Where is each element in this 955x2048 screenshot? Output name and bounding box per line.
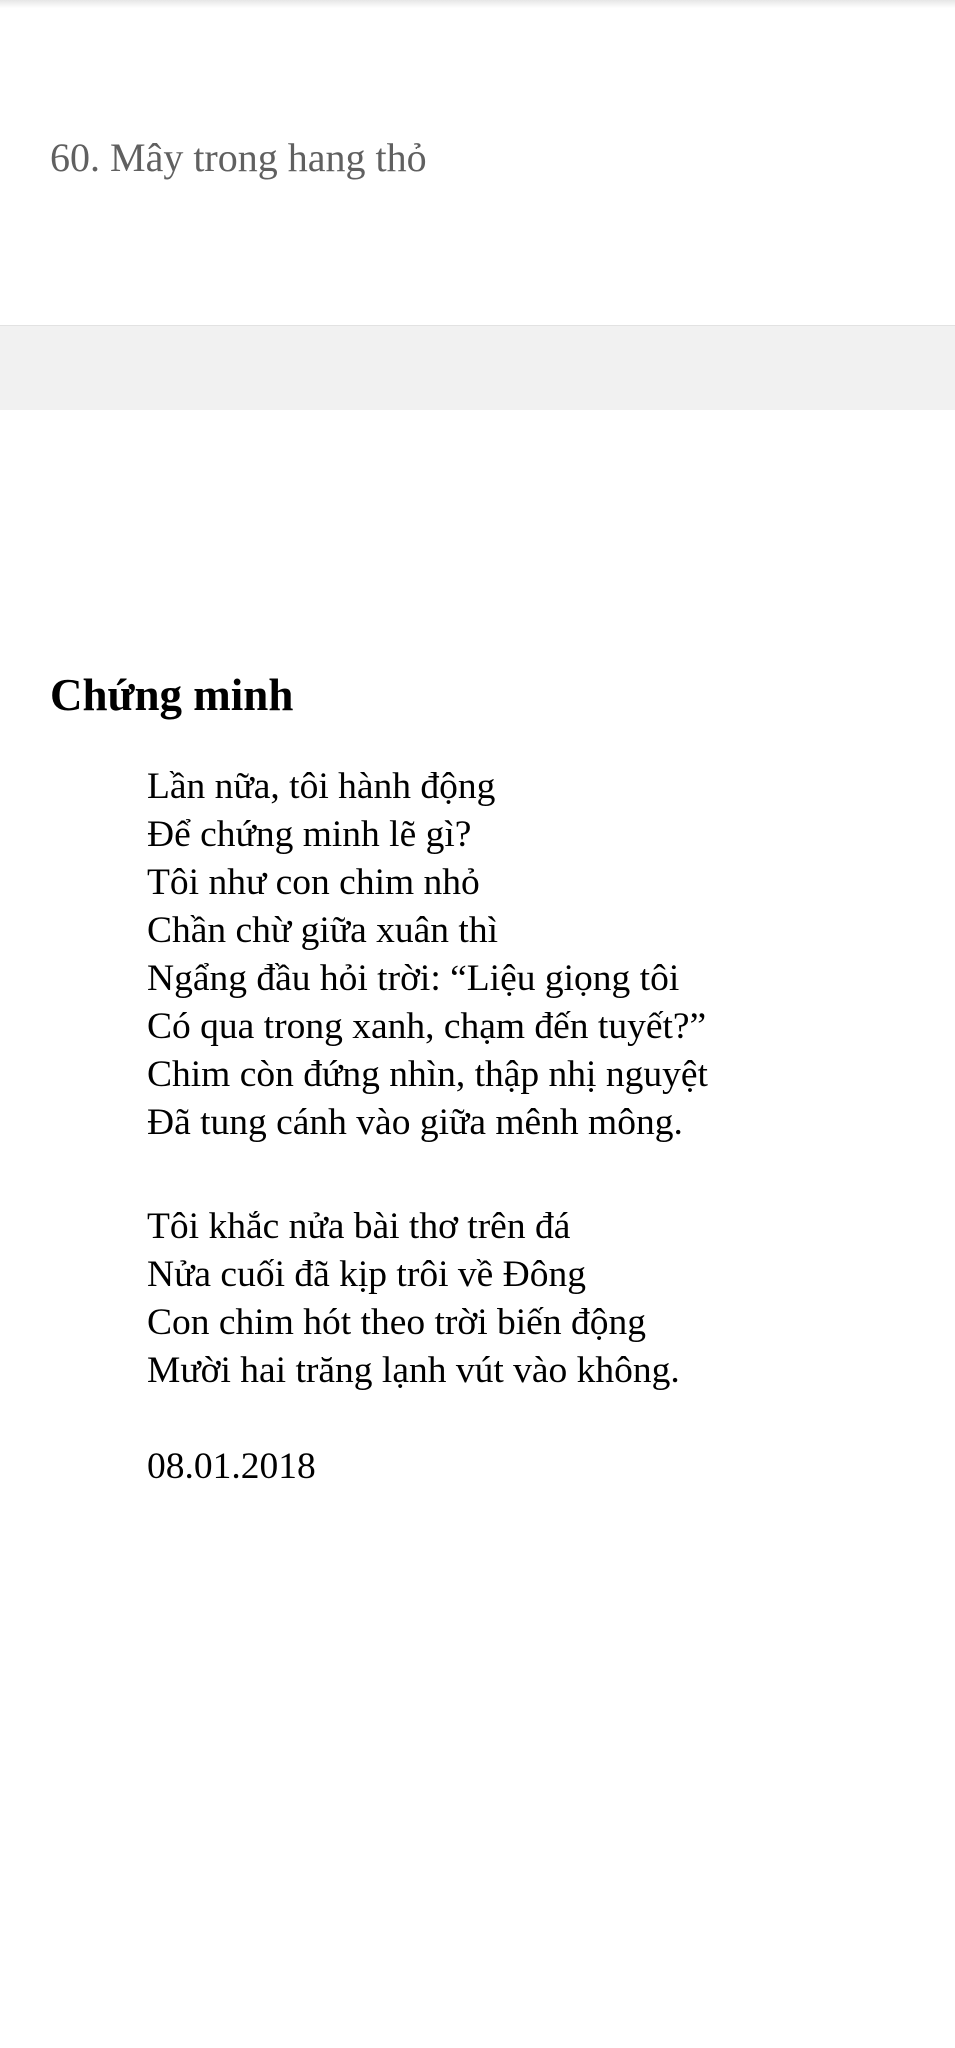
poem-page [0, 410, 955, 2048]
poem-line: Tôi khắc nửa bài thơ trên đá [147, 1206, 571, 1247]
poem-line: Mười hai trăng lạnh vút vào không. [147, 1350, 680, 1391]
poem-line: Lần nữa, tôi hành động [147, 766, 496, 807]
poem-title: Chứng minh [50, 670, 294, 720]
poem-line: Con chim hót theo trời biến động [147, 1302, 646, 1343]
poem-line: Có qua trong xanh, chạm đến tuyết?” [147, 1006, 707, 1047]
poem-line: Tôi như con chim nhỏ [147, 862, 480, 903]
previous-page [0, 0, 955, 325]
poem-line: Chần chừ giữa xuân thì [147, 910, 498, 951]
poem-line: Nửa cuối đã kịp trôi về Đông [147, 1254, 586, 1295]
poem-line: Đã tung cánh vào giữa mênh mông. [147, 1102, 683, 1143]
poem-line: Ngẩng đầu hỏi trời: “Liệu giọng tôi [147, 958, 680, 999]
previous-page-text: 60. Mây trong hang thỏ [50, 135, 427, 180]
poem-line: Chim còn đứng nhìn, thập nhị nguyệt [147, 1054, 708, 1095]
poem-stanza-1 [147, 763, 708, 1147]
page-separator [0, 325, 955, 411]
poem-stanza-2 [147, 1203, 680, 1395]
top-edge-shadow [0, 0, 955, 8]
poem-line: Để chứng minh lẽ gì? [147, 814, 472, 855]
poem-date: 08.01.2018 [147, 1446, 316, 1487]
